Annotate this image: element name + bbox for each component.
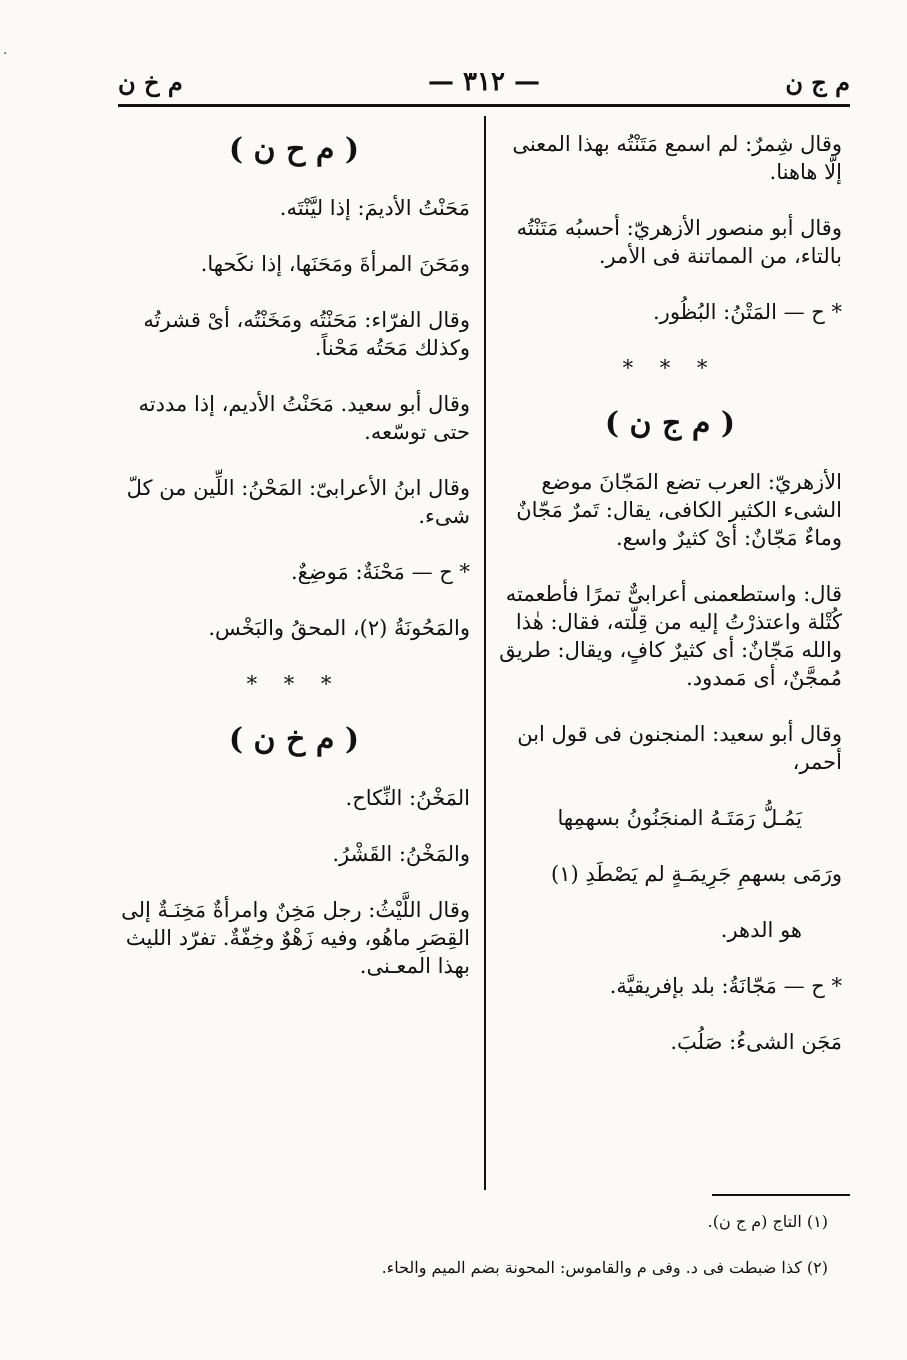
section-separator: * * * xyxy=(622,356,718,380)
paragraph: مَحَنْتُ الأديمَ: إذا ليَّنْتَه. xyxy=(279,196,470,220)
entry-title: ( م خ ن ) xyxy=(228,722,360,757)
paragraph: وقال أبو سعيد. مَحَنْتُ الأديم، إذا مددته حتى توسّعه. xyxy=(138,392,470,444)
entry-title: ( م ج ن ) xyxy=(604,406,736,441)
paragraph: هو الدهر. xyxy=(720,918,802,942)
paragraph: وقال أبو سعيد: المنجنون فى قول ابن أحمر، xyxy=(517,722,842,774)
left-column xyxy=(118,130,470,1008)
entry-title: ( م ح ن ) xyxy=(228,132,360,167)
paragraph: * ح — مَحْنَةٌ: مَوضِعٌ. xyxy=(290,560,470,584)
margin-mark: · xyxy=(3,46,8,62)
page-header xyxy=(118,62,850,102)
verse-line: يَمُـلُّ رَمَتَـهُ المنجَنُونُ بسهمِها xyxy=(557,806,802,830)
header-rule xyxy=(118,104,850,107)
paragraph: قال: واستطعمنى أعرابىٌّ تمرًا فأطعمته كُتْلة واعتذرْتُ إليه من قِلّته، فقال: هٰذا والله مَجّانٌ: أى كثيرٌ كافٍ، ويقال: طريق مُمجَّنٌ، أى مَمدود. xyxy=(499,582,842,690)
paragraph: وقال اللَّيْثُ: رجل مَخِنٌ وامرأةٌ مَخِنَـةٌ إلى القِصَرِ ماهُو، وفيه زَهْوٌ وخِفّةٌ. تفرّد الليث بهذا المعـنى. xyxy=(121,898,470,978)
paragraph: المَخْنُ: النِّكاح. xyxy=(345,786,470,810)
paragraph: الأزهريّ: العرب تضع المَجّانَ موضع الشىء الكثير الكافى، يقال: تَمرٌ مَجّانٌ وماءٌ مَجّانٌ: أىْ كثيرٌ واسع. xyxy=(516,470,842,550)
page-number: — ٣١٢ — xyxy=(427,67,541,97)
header-right-word: م ج ن xyxy=(785,67,850,97)
paragraph: * ح — مَجّانَةُ: بلد بإفريقيَّة. xyxy=(609,974,842,998)
verse-line: ورَمَى بسهمِ جَرِيمَـةٍ لم يَصْطَدِ (١) xyxy=(551,862,842,886)
paragraph: والمَحُونَةُ (٢)، المحقُ والبَخْس. xyxy=(208,616,470,640)
footnote: (٢) كذا ضبطت فى د. وفى م والقاموس: المحونة بضم الميم والحاء. xyxy=(381,1258,828,1277)
paragraph: وقال شِمرٌ: لم اسمع مَتَنْتُه بهذا المعنى إلّا هاهنا. xyxy=(512,132,842,184)
footnotes xyxy=(380,1210,828,1302)
column-divider xyxy=(484,116,486,1190)
right-column xyxy=(498,130,842,1084)
header-left-word: م خ ن xyxy=(118,67,183,97)
paragraph: وقال ابنُ الأعرابىّ: المَحْنُ: اللِّين من كلّ شىء. xyxy=(126,476,470,528)
paragraph: * ح — المَتْنُ: البُظُور. xyxy=(653,300,842,324)
paragraph: والمَخْنُ: القَشْرُ. xyxy=(332,842,470,866)
paragraph: وقال الفرّاء: مَحَنْتُه ومَخَنْتُه، أىْ قشرتُه وكذلك مَحَتُه مَحْناً. xyxy=(143,308,470,360)
paragraph: مَجَن الشىءُ: صَلُبَ. xyxy=(670,1030,842,1054)
section-separator: * * * xyxy=(246,672,342,696)
paragraph: ومَحَنَ المرأةَ ومَحَنَها، إذا نكَحها. xyxy=(200,252,470,276)
paragraph: وقال أبو منصور الأزهريّ: أحسبُه مَتَنْتُه بالتاء، من المماتنة فى الأمر. xyxy=(516,216,842,268)
footnote-rule xyxy=(712,1194,850,1196)
footnote: (١) التاج (م ج ن). xyxy=(707,1212,828,1231)
